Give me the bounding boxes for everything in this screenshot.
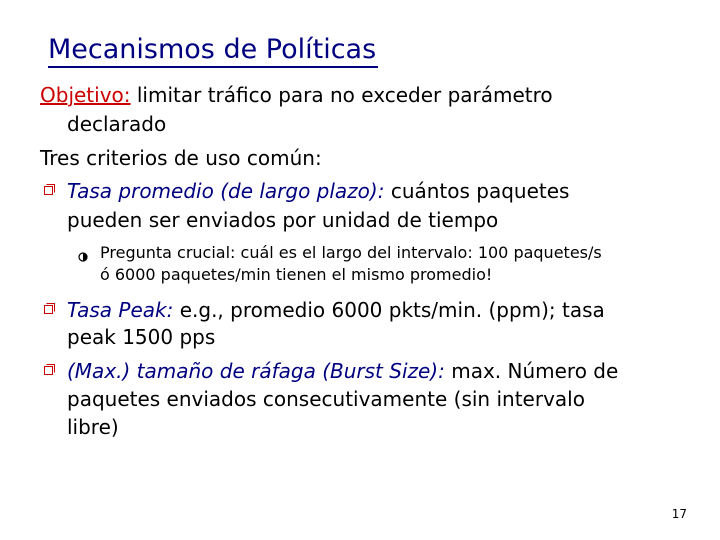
bullet-1-line-2: pueden ser enviados por unidad de tiempo bbox=[67, 208, 499, 232]
bullet-1-line-1 bbox=[67, 178, 569, 204]
bullet-1-label: Tasa promedio (de largo plazo): bbox=[67, 179, 385, 203]
objective-label: Objetivo: bbox=[40, 83, 131, 107]
page-number: 17 bbox=[671, 507, 687, 521]
bullet-3-line-3: libre) bbox=[67, 415, 119, 439]
intro-text: Tres criterios de uso común: bbox=[40, 146, 322, 170]
objective-line-1 bbox=[40, 82, 553, 108]
bullet-2-text: e.g., promedio 6000 pkts/min. (ppm); tasa bbox=[173, 298, 605, 322]
bullet-3-label: (Max.) tamaño de ráfaga (Burst Size): bbox=[67, 359, 445, 383]
objective-text: limitar tráfico para no exceder parámetro bbox=[130, 83, 553, 107]
box-bullet-icon bbox=[44, 364, 55, 375]
bullet-1-text: cuántos paquetes bbox=[384, 179, 570, 203]
bullet-2-line-2: peak 1500 pps bbox=[67, 325, 216, 349]
objective-line-2: declarado bbox=[67, 112, 167, 136]
bullet-3-line-2: paquetes enviados consecutivamente (sin intervalo bbox=[67, 387, 585, 411]
box-bullet-icon bbox=[44, 184, 55, 195]
box-bullet-icon bbox=[44, 303, 55, 314]
circle-bullet-icon bbox=[78, 247, 88, 257]
bullet-2-line-1 bbox=[67, 297, 605, 323]
slide-title: Mecanismos de Políticas bbox=[48, 34, 378, 68]
bullet-3-text: max. Número de bbox=[444, 359, 619, 383]
bullet-3-line-1 bbox=[67, 358, 618, 384]
sub-bullet-line-2: ó 6000 paquetes/min tienen el mismo promedio! bbox=[100, 265, 493, 284]
sub-bullet-line-1: Pregunta crucial: cuál es el largo del intervalo: 100 paquetes/s bbox=[100, 243, 602, 262]
bullet-2-label: Tasa Peak: bbox=[67, 298, 174, 322]
